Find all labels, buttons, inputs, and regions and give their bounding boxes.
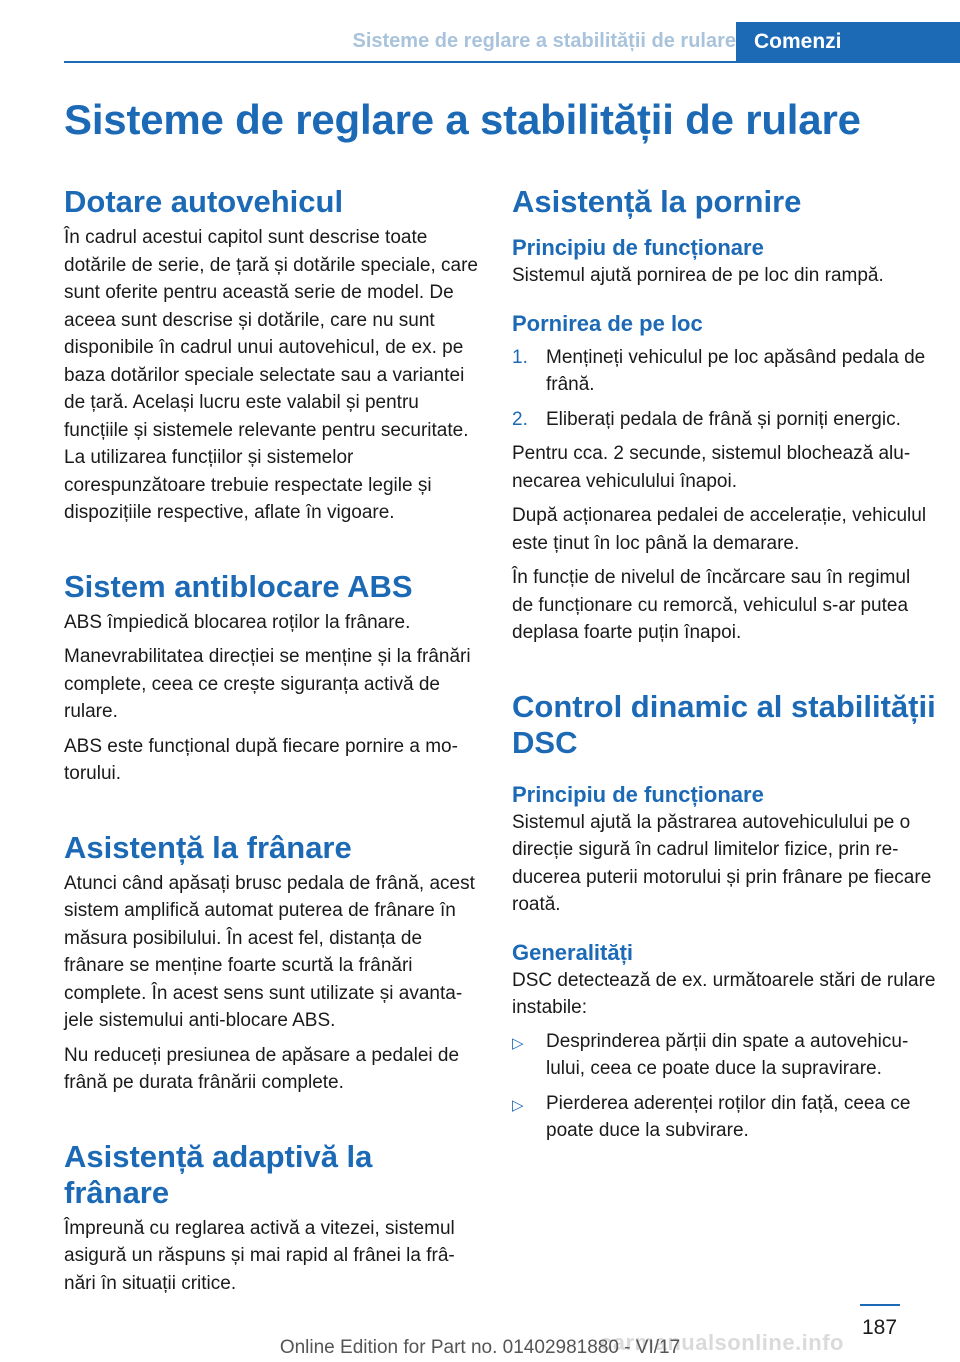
equipment-text: În cadrul acestui capitol sunt descrise toate dotările de serie, de țară și dotările speciale, care sunt oferite pentru această serie de model. De aceea sunt descrise și dotările, care nu sunt disponibile în cadrul unui autovehicul, de ex. pe baza dotărilor speciale selectate sau a variantei de țară. Același lucru este valabil și pentru funcțiile și sistemele relevante pentru securitate. La utilizarea funcțiilor și sistemelor corespunzătoare trebuie respectate legile și dispozițiile respective, aflate în vigoare. — [64, 227, 479, 523]
start-paragraph-1: Pentru cca. 2 secunde, sistemul blochează alunecarea vehiculului înapoi. — [512, 443, 911, 492]
step-number: 2. — [512, 408, 528, 430]
heading-dsc: Control dinamic al stabilității DSC — [512, 688, 936, 760]
list-item — [512, 1090, 936, 1145]
heading-adaptive-brake: Asistență adaptivă la frânare — [64, 1138, 373, 1210]
step-text: Mențineți vehiculul pe loc apăsând pedala de frână. — [546, 346, 926, 395]
page-header — [0, 22, 960, 62]
list-item — [512, 406, 936, 434]
abs-paragraph-2: Manevrabilitatea direcției se menține și la frânări complete, ceea ce crește siguranța activă de rulare. — [64, 646, 471, 722]
heading-start-assist: Asistență la pornire — [512, 184, 802, 219]
start-paragraph-3: În funcție de nivelul de încărcare sau în regimul de funcționare cu remorcă, vehiculul s-ar putea deplasa foarte puțin înapoi. — [512, 567, 911, 643]
left-column — [64, 184, 480, 1297]
subheading-start-principle: Principiu de funcționare — [512, 235, 764, 260]
page-number: 187 — [862, 1316, 898, 1339]
edition-footer: Online Edition for Part no. 01402981880 - VI/17 — [279, 1337, 681, 1358]
brake-assist-paragraph-2: Nu reduceți presiunea de apăsare a pedalei de frână pe durata frânării complete. — [64, 1044, 460, 1093]
dsc-bullet-list — [512, 1028, 936, 1145]
heading-equipment: Dotare autovehicul — [64, 184, 344, 219]
dsc-general-text: DSC detectează de ex. următoarele stări de rulare instabile: — [512, 969, 936, 1018]
abs-paragraph-1: ABS împiedică blocarea roților la frânare. — [64, 611, 411, 633]
list-item — [512, 344, 936, 399]
subheading-dsc-principle: Principiu de funcționare — [512, 781, 764, 807]
header-chapter-tab: Comenzi — [736, 22, 960, 62]
step-number: 1. — [512, 346, 528, 368]
heading-abs: Sistem antiblocare ABS — [64, 568, 413, 604]
header-rule — [64, 61, 960, 63]
heading-brake-assist: Asistență la frânare — [64, 829, 352, 865]
header-section-title: Sisteme de reglare a stabilității de rulare — [352, 30, 736, 52]
step-text: Eliberați pedala de frână și porniți energic. — [546, 408, 901, 430]
footer-rule — [860, 1304, 900, 1306]
adaptive-brake-paragraph: Împreună cu reglarea activă a vitezei, sistemul asigură un răspuns și mai rapid al frânei la frânări în situații critice. — [64, 1217, 455, 1294]
brake-assist-paragraph-1: Atunci când apăsați brusc pedala de frână, acest sistem amplifică automat puterea de frânare în măsura posibilului. În acest fel, distanța de frânare se menține foarte scurtă la frânări complete. În acest sens sunt utilizate și avantajele sistemului anti-blocare ABS. — [64, 872, 475, 1031]
start-steps-list — [512, 344, 936, 434]
page-title: Sisteme de reglare a stabilității de rulare — [64, 96, 861, 143]
subheading-dsc-general: Generalități — [512, 939, 634, 965]
subheading-start-from-standstill: Pornirea de pe loc — [512, 310, 703, 336]
dsc-principle-text: Sistemul ajută la păstrarea autovehiculului pe o direcție sigură în cadrul limitelor fizice, prin reducerea puterii motorului și prin frânare pe fiecare roată. — [512, 811, 932, 915]
start-principle-text: Sistemul ajută pornirea de pe loc din rampă. — [512, 265, 884, 286]
triangle-bullet-icon: ▷ — [512, 1034, 524, 1052]
watermark: carmanualsonline.info — [600, 1330, 844, 1355]
list-item — [512, 1028, 936, 1083]
right-column — [512, 184, 936, 1152]
start-paragraph-2: După acționarea pedalei de accelerație, vehiculul este ținut în loc până la demarare. — [512, 505, 927, 554]
abs-paragraph-3: ABS este funcțional după fiecare pornire a motorului. — [64, 735, 458, 784]
bullet-text: Pierderea aderenței roților din față, ceea ce poate duce la subvirare. — [546, 1092, 911, 1141]
bullet-text: Desprinderea părții din spate a autovehiculului, ceea ce poate duce la supravirare. — [546, 1030, 909, 1079]
triangle-bullet-icon: ▷ — [512, 1096, 524, 1114]
